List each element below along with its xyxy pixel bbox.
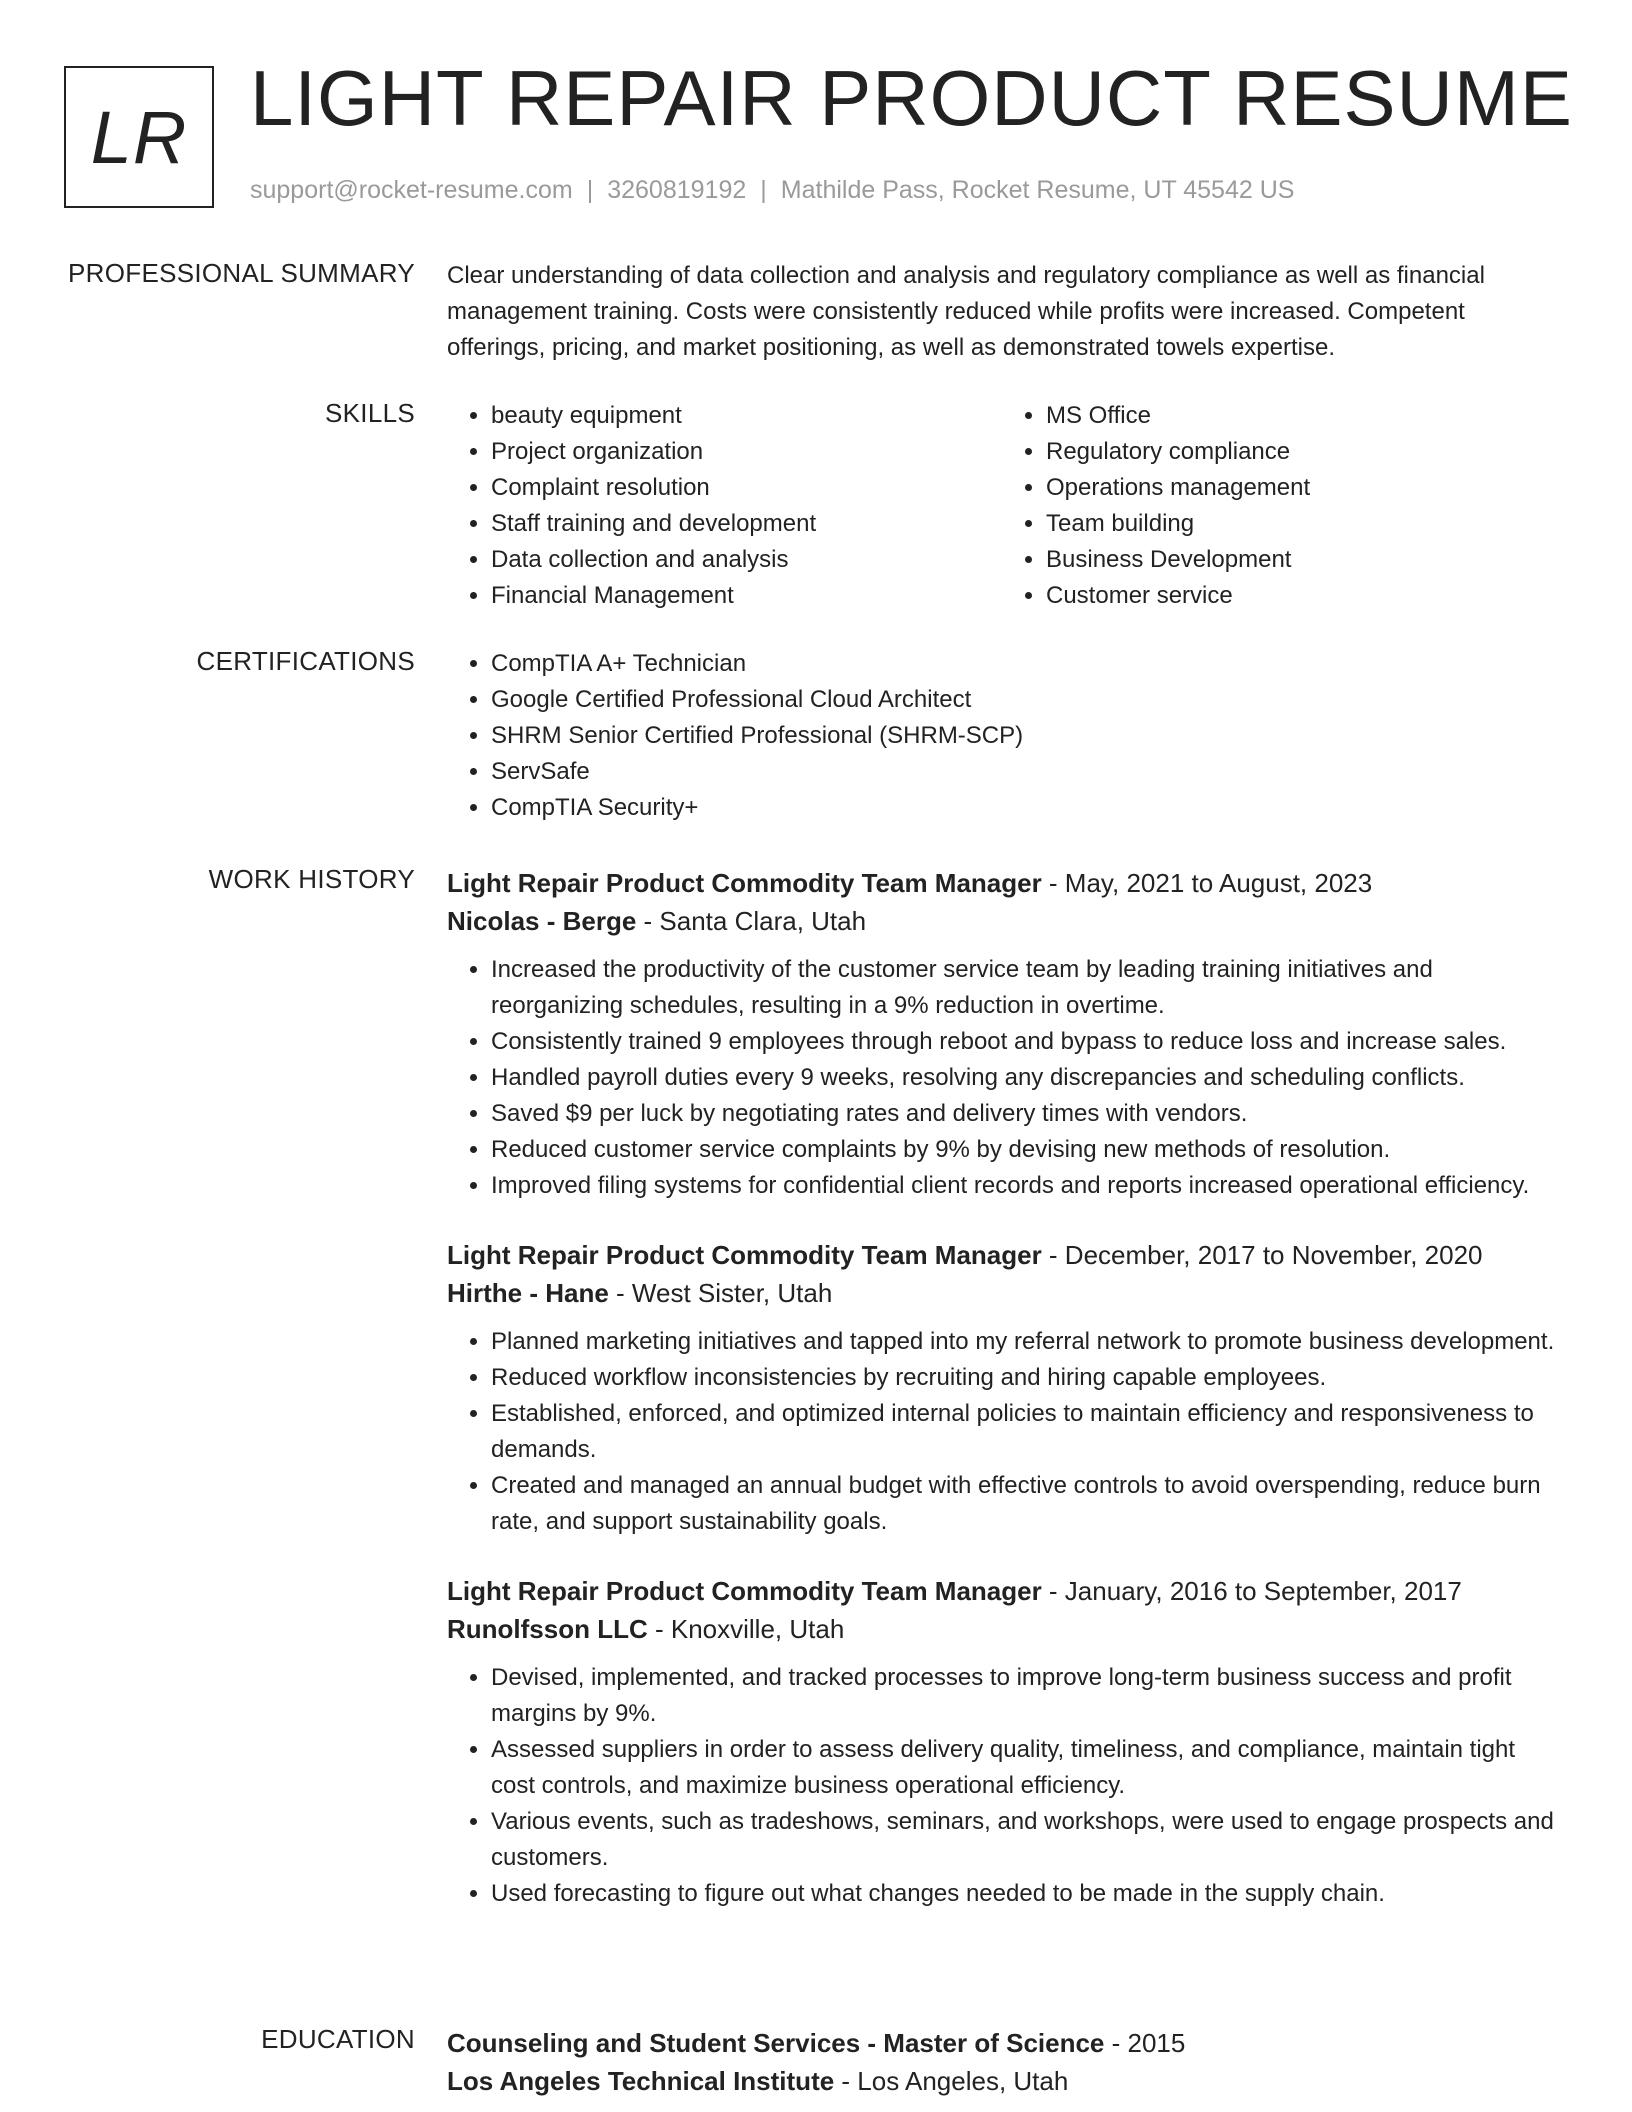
job-company: Runolfsson LLC	[447, 1614, 648, 1644]
job-bullet: • Devised, implemented, and tracked processes to improve long-term business success and profit margins by 9%.	[491, 1660, 1557, 1732]
job-entry	[447, 1572, 1557, 1912]
skill-item: • beauty equipment	[491, 398, 1002, 434]
job-title-line	[447, 1236, 1557, 1274]
job-company-line	[447, 1610, 1557, 1648]
certification-item: • CompTIA A+ Technician	[491, 646, 1557, 682]
job-bullet: • Consistently trained 9 employees through reboot and bypass to reduce loss and increase sales.	[491, 1024, 1557, 1060]
job-company-line	[447, 1274, 1557, 1312]
job-entry	[447, 864, 1557, 1204]
education-school-line	[447, 2062, 1557, 2100]
section-label-education: EDUCATION	[261, 2024, 415, 2054]
skills-list-left	[447, 398, 1002, 614]
job-bullet: • Created and managed an annual budget with effective controls to avoid overspending, reduce burn rate, and support sustainability goals.	[491, 1468, 1557, 1540]
job-title: Light Repair Product Commodity Team Manager	[447, 1576, 1042, 1606]
job-company: Nicolas - Berge	[447, 906, 637, 936]
job-dates: - January, 2016 to September, 2017	[1041, 1576, 1462, 1606]
job-bullet: • Improved filing systems for confidential client records and reports increased operational efficiency.	[491, 1168, 1557, 1204]
job-title-line	[447, 864, 1557, 902]
skill-item: • Customer service	[1046, 578, 1557, 614]
section-label-skills: SKILLS	[325, 398, 415, 428]
job-location: - Santa Clara, Utah	[636, 906, 867, 936]
section-label-certifications: CERTIFICATIONS	[196, 646, 415, 676]
education-degree: Counseling and Student Services - Master of Science	[447, 2028, 1105, 2058]
job-location: - West Sister, Utah	[608, 1278, 833, 1308]
job-bullet: • Used forecasting to figure out what changes needed to be made in the supply chain.	[491, 1876, 1557, 1912]
job-title: Light Repair Product Commodity Team Manager	[447, 868, 1042, 898]
job-entry	[447, 1236, 1557, 1540]
skill-item: • Financial Management	[491, 578, 1002, 614]
job-bullets	[447, 952, 1557, 1204]
job-company: Hirthe - Hane	[447, 1278, 609, 1308]
job-bullet: • Planned marketing initiatives and tapped into my referral network to promote business development.	[491, 1324, 1557, 1360]
contact-line	[250, 176, 1294, 205]
certifications-list	[447, 646, 1557, 826]
skill-item: • Complaint resolution	[491, 470, 1002, 506]
education-degree-line	[447, 2024, 1557, 2062]
summary-text: Clear understanding of data collection and analysis and regulatory compliance as well as financial management training. Costs were consistently reduced while profits were increased. Competent offerings, pricing, and market positioning, as well as demonstrated towels expertise.	[447, 262, 1485, 361]
job-dates: - May, 2021 to August, 2023	[1041, 868, 1373, 898]
job-title-line	[447, 1572, 1557, 1610]
skill-item: • Team building	[1046, 506, 1557, 542]
job-bullet: • Various events, such as tradeshows, seminars, and workshops, were used to engage prospects and customers.	[491, 1804, 1557, 1876]
certification-item: • CompTIA Security+	[491, 790, 1557, 826]
job-bullet: • Saved $9 per luck by negotiating rates and delivery times with vendors.	[491, 1096, 1557, 1132]
job-bullet: • Handled payroll duties every 9 weeks, resolving any discrepancies and scheduling conflicts.	[491, 1060, 1557, 1096]
job-bullet: • Established, enforced, and optimized internal policies to maintain efficiency and responsiveness to demands.	[491, 1396, 1557, 1468]
skill-item: • Project organization	[491, 434, 1002, 470]
job-bullets	[447, 1324, 1557, 1540]
education-location: - Los Angeles, Utah	[834, 2066, 1069, 2096]
section-label-work-history: WORK HISTORY	[208, 864, 415, 894]
job-bullet: • Assessed suppliers in order to assess delivery quality, timeliness, and compliance, maintain tight cost controls, and maximize business operational efficiency.	[491, 1732, 1557, 1804]
certification-item: • SHRM Senior Certified Professional (SHRM-SCP)	[491, 718, 1557, 754]
job-company-line	[447, 902, 1557, 940]
job-dates: - December, 2017 to November, 2020	[1041, 1240, 1483, 1270]
contact-email[interactable]: support@rocket-resume.com	[250, 176, 573, 204]
job-bullets	[447, 1660, 1557, 1912]
certification-item: • ServSafe	[491, 754, 1557, 790]
skills-list-right	[1002, 398, 1557, 614]
resume-title: LIGHT REPAIR PRODUCT RESUME	[250, 54, 1573, 142]
monogram-logo: LR	[64, 66, 214, 208]
contact-separator: |	[586, 176, 594, 204]
education-school: Los Angeles Technical Institute	[447, 2066, 835, 2096]
section-label-summary: PROFESSIONAL SUMMARY	[68, 258, 415, 288]
job-title: Light Repair Product Commodity Team Manager	[447, 1240, 1042, 1270]
skill-item: • Staff training and development	[491, 506, 1002, 542]
skill-item: • Operations management	[1046, 470, 1557, 506]
contact-phone[interactable]: 3260819192	[607, 176, 747, 204]
job-bullet: • Increased the productivity of the customer service team by leading training initiatives and reorganizing schedules, resulting in a 9% reduction in overtime.	[491, 952, 1557, 1024]
skill-item: • Data collection and analysis	[491, 542, 1002, 578]
skill-item: • MS Office	[1046, 398, 1557, 434]
contact-address: Mathilde Pass, Rocket Resume, UT 45542 US	[780, 176, 1295, 204]
job-bullet: • Reduced customer service complaints by 9% by devising new methods of resolution.	[491, 1132, 1557, 1168]
contact-separator: |	[760, 176, 767, 204]
certification-item: • Google Certified Professional Cloud Architect	[491, 682, 1557, 718]
skill-item: • Regulatory compliance	[1046, 434, 1557, 470]
job-bullet: • Reduced workflow inconsistencies by recruiting and hiring capable employees.	[491, 1360, 1557, 1396]
job-location: - Knoxville, Utah	[647, 1614, 845, 1644]
skill-item: • Business Development	[1046, 542, 1557, 578]
education-year: - 2015	[1104, 2028, 1186, 2058]
